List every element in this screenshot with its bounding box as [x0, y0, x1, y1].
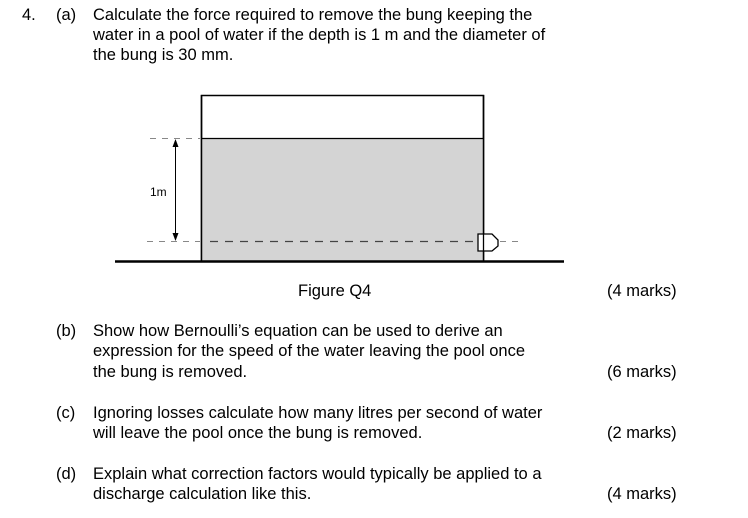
depth-arrow-top — [173, 139, 179, 147]
part-c-marks: (2 marks) — [607, 424, 677, 442]
bung — [478, 234, 498, 251]
part-b-line-2: expression for the speed of the water leaving the pool once — [93, 342, 526, 360]
part-a-line-1: Calculate the force required to remove the bung keeping the — [93, 6, 533, 24]
part-c-line-1: Ignoring losses calculate how many litres per second of water — [93, 404, 543, 422]
part-a-line-2: water in a pool of water if the depth is 1 m and the diameter of — [93, 26, 546, 44]
part-b-line-3: the bung is removed. — [93, 363, 248, 381]
depth-arrow-bottom — [173, 233, 179, 241]
part-b-label: (b) — [56, 322, 77, 340]
part-d-label: (d) — [56, 465, 77, 483]
part-c-label: (c) — [56, 404, 76, 422]
part-a-label: (a) — [56, 6, 77, 24]
part-d-marks: (4 marks) — [607, 485, 677, 503]
part-d-line-2: discharge calculation like this. — [93, 485, 312, 503]
question-number: 4. — [22, 6, 36, 24]
part-c-line-2: will leave the pool once the bung is removed. — [93, 424, 423, 442]
water-body — [202, 138, 483, 261]
part-a-marks: (4 marks) — [607, 282, 677, 300]
part-b-marks: (6 marks) — [607, 363, 677, 381]
part-d-line-1: Explain what correction factors would typically be applied to a — [93, 465, 542, 483]
part-a-line-3: the bung is 30 mm. — [93, 46, 234, 64]
depth-label: 1m — [150, 185, 167, 199]
part-b-line-1: Show how Bernoulli’s equation can be used to derive an — [93, 322, 503, 340]
figure-caption: Figure Q4 — [298, 282, 372, 300]
